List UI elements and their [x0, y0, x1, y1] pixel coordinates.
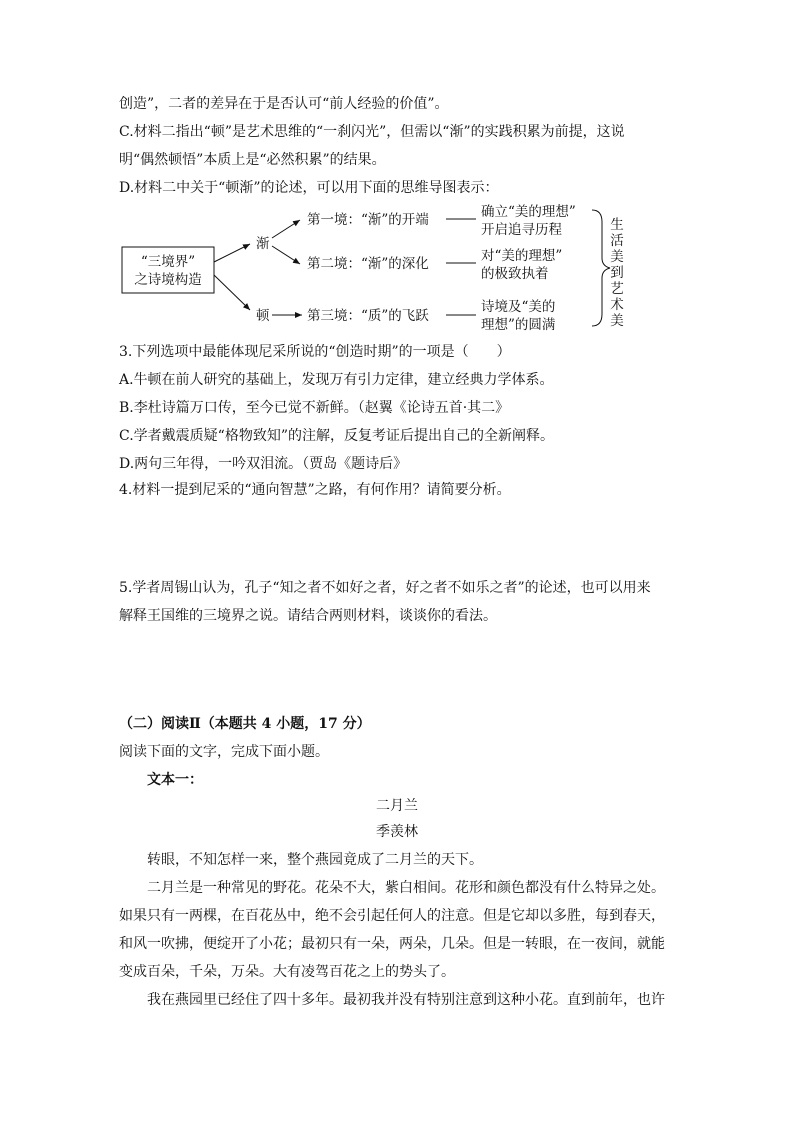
paragraph-3-line-1: 我在燕园里已经住了四十多年。最初我并没有特别注意到这种小花。直到前年，也许	[147, 992, 665, 1008]
side-char-7: 美	[610, 313, 624, 329]
dun-label: 顿	[256, 308, 270, 324]
stage-2-label: 第二境：“渐”的深化	[307, 256, 429, 272]
option-c-line-1: C.材料二指出“顿”是艺术思维的“一刹闪光”，但需以“渐”的实践积累为前提，这说	[119, 124, 625, 140]
stage-3-label: 第三境：“质”的飞跃	[307, 308, 429, 324]
section-instruction: 阅读下面的文字，完成下面小题。	[119, 744, 329, 760]
side-char-6: 术	[610, 297, 624, 313]
stage-2-result-1: 对“美的理想”	[481, 248, 563, 264]
stage-2-result-2: 的极致执着	[481, 266, 549, 282]
right-brace	[592, 210, 610, 326]
side-char-4: 到	[610, 265, 624, 281]
section-heading: （二）阅读Ⅱ（本题共 4 小题，17 分）	[119, 716, 371, 732]
stage-3-result-2: 理想”的圆满	[481, 317, 556, 333]
root-line-1: “三境界”	[140, 254, 196, 270]
arrow-to-stage-1	[272, 220, 300, 238]
option-a: A.牛顿在前人研究的基础上，发现万有引力定律，建立经典力学体系。	[119, 372, 554, 388]
paragraph-2-line-4: 变成百朵，千朵，万朵。大有凌驾百花之上的势头了。	[119, 964, 455, 980]
question-4: 4.材料一提到尼采的“通向智慧”之路，有何作用？请简要分析。	[119, 482, 511, 498]
option-b: B.李杜诗篇万口传，至今已觉不新鲜。（赵翼《论诗五首·其二》	[119, 400, 510, 416]
paragraph-2-line-1: 二月兰是一种常见的野花。花朵不大，紫白相间。花形和颜色都没有什么特异之处。	[147, 880, 665, 896]
side-char-5: 艺	[610, 281, 624, 297]
side-char-2: 活	[610, 233, 624, 249]
option-d: D.两句三年得，一吟双泪流。（贾岛《题诗后》	[119, 456, 408, 472]
paragraph-2-line-3: 和风一吹拂，便绽开了小花；最初只有一朵，两朵，几朵。但是一转眼，在一夜间，就能	[119, 936, 665, 952]
jian-label: 渐	[256, 236, 270, 252]
stage-1-result-1: 确立“美的理想”	[481, 204, 576, 220]
option-c: C.学者戴震质疑“格物致知”的注解，反复考证后提出自己的全新阐释。	[119, 428, 554, 444]
question-3: 3.下列选项中最能体现尼采所说的“创造时期”的一项是（ ）	[119, 344, 511, 360]
article-title: 二月兰	[376, 798, 418, 814]
question-5-line-2: 解释王国维的三境界之说。请结合两则材料，谈谈你的看法。	[119, 608, 497, 624]
arrow-to-stage-2	[272, 246, 300, 264]
question-5-line-1: 5.学者周锡山认为，孔子“知之者不如好之者，好之者不如乐之者”的论述，也可以用来	[119, 580, 651, 596]
paragraph-2-line-2: 如果只有一两棵，在百花丛中，绝不会引起任何人的注意。但是它却以多胜，每到春天，	[119, 908, 665, 924]
stage-1-result-2: 开启追寻历程	[481, 222, 562, 238]
root-line-2: 之诗境构造	[134, 272, 202, 288]
mind-map	[0, 0, 794, 340]
text-label: 文本一：	[147, 772, 203, 788]
stage-1-label: 第一境：“渐”的开端	[307, 212, 429, 228]
stage-3-result-1: 诗境及“美的	[481, 299, 556, 315]
paragraph-1: 转眼，不知怎样一来，整个燕园竟成了二月兰的天下。	[147, 852, 483, 868]
arrow-to-dun	[214, 275, 250, 310]
text-line-1: 创造”，二者的差异在于是否认可“前人经验的价值”。	[119, 96, 449, 112]
side-char-3: 美	[610, 249, 624, 265]
article-author: 季羡林	[376, 824, 418, 840]
arrow-to-jian	[214, 244, 250, 262]
option-c-line-2: 明“偶然顿悟”本质上是“必然积累”的结果。	[119, 152, 386, 168]
side-char-1: 生	[610, 217, 624, 233]
option-d-line: D.材料二中关于“顿渐”的论述，可以用下面的思维导图表示：	[119, 180, 499, 196]
